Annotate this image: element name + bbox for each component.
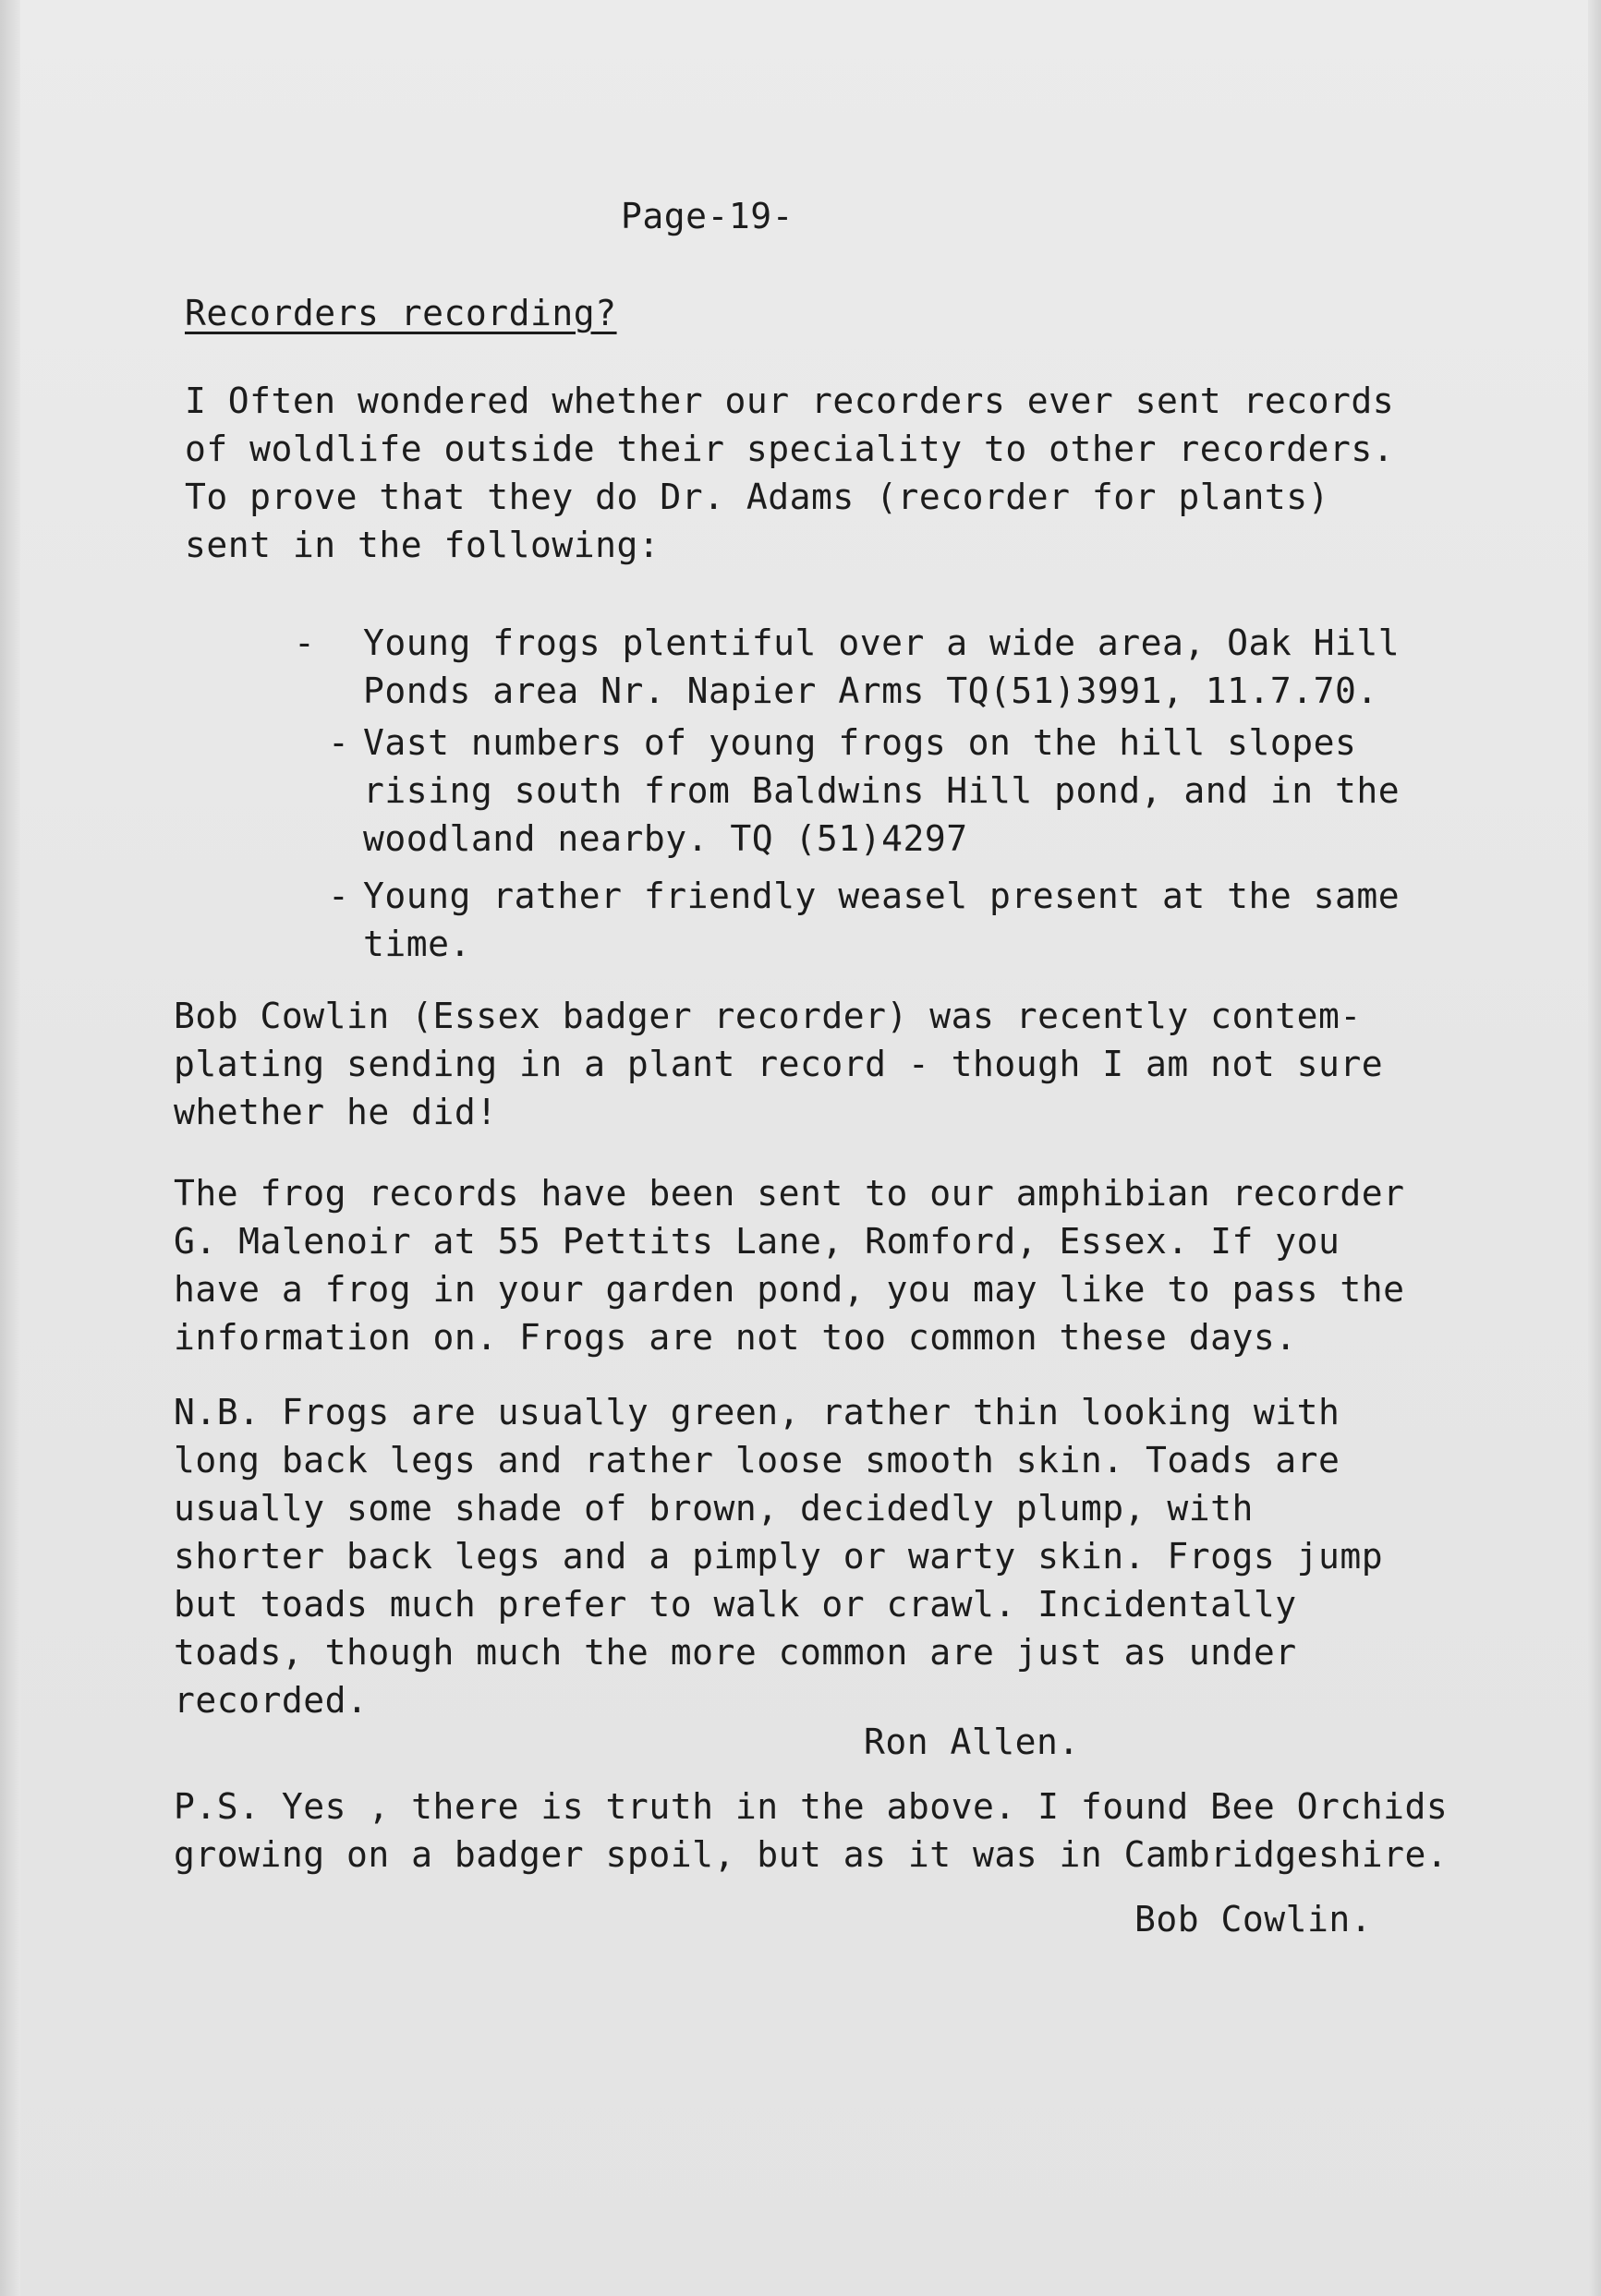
paragraph-line: usually some shade of brown, decidedly plump, with xyxy=(174,1488,1254,1529)
section-heading: Recorders recording? xyxy=(185,293,617,333)
list-item-line: woodland nearby. TQ (51)4297 xyxy=(363,818,968,859)
page-number: Page-19- xyxy=(621,196,794,236)
intro-line: of woldlife outside their speciality to other recorders. xyxy=(185,429,1395,469)
list-dash: - xyxy=(328,722,349,763)
paragraph-line: N.B. Frogs are usually green, rather thin looking with xyxy=(174,1392,1340,1432)
list-item-line: time. xyxy=(363,924,471,964)
paragraph-line: information on. Frogs are not too common these days. xyxy=(174,1317,1297,1358)
paragraph-line: The frog records have been sent to our amphibian recorder xyxy=(174,1173,1405,1214)
paragraph-line: whether he did! xyxy=(174,1092,498,1132)
paragraph-line: recorded. xyxy=(174,1680,369,1721)
intro-line: To prove that they do Dr. Adams (recorder for plants) xyxy=(185,477,1330,517)
paragraph-line: G. Malenoir at 55 Pettits Lane, Romford, Essex. If you xyxy=(174,1221,1340,1262)
paragraph-line: plating sending in a plant record - though I am not sure xyxy=(174,1044,1384,1084)
list-item-line: Vast numbers of young frogs on the hill slopes xyxy=(363,722,1357,763)
list-item-line: Ponds area Nr. Napier Arms TQ(51)3991, 11.7.70. xyxy=(363,671,1378,711)
signature-bob-cowlin: Bob Cowlin. xyxy=(1134,1899,1373,1940)
list-item-line: rising south from Baldwins Hill pond, and in the xyxy=(363,770,1401,811)
signature-ron-allen: Ron Allen. xyxy=(864,1722,1080,1762)
paragraph-line: shorter back legs and a pimply or warty skin. Frogs jump xyxy=(174,1536,1384,1577)
paragraph-line: have a frog in your garden pond, you may like to pass the xyxy=(174,1269,1405,1310)
list-item-line: Young frogs plentiful over a wide area, Oak Hill xyxy=(363,622,1401,663)
list-dash: - xyxy=(328,876,349,916)
paragraph-line: but toads much prefer to walk or crawl. Incidentally xyxy=(174,1584,1297,1625)
paragraph-line: long back legs and rather loose smooth skin. Toads are xyxy=(174,1440,1340,1480)
postscript-line: P.S. Yes , there is truth in the above. I found Bee Orchids xyxy=(174,1786,1449,1827)
list-dash: - xyxy=(294,622,315,663)
intro-line: I Often wondered whether our recorders ever sent records xyxy=(185,381,1395,421)
intro-line: sent in the following: xyxy=(185,525,661,565)
list-item-line: Young rather friendly weasel present at the same xyxy=(363,876,1401,916)
paragraph-line: toads, though much the more common are just as under xyxy=(174,1632,1297,1673)
postscript-line: growing on a badger spoil, but as it was in Cambridgeshire. xyxy=(174,1834,1449,1875)
paragraph-line: Bob Cowlin (Essex badger recorder) was recently contem- xyxy=(174,996,1362,1036)
